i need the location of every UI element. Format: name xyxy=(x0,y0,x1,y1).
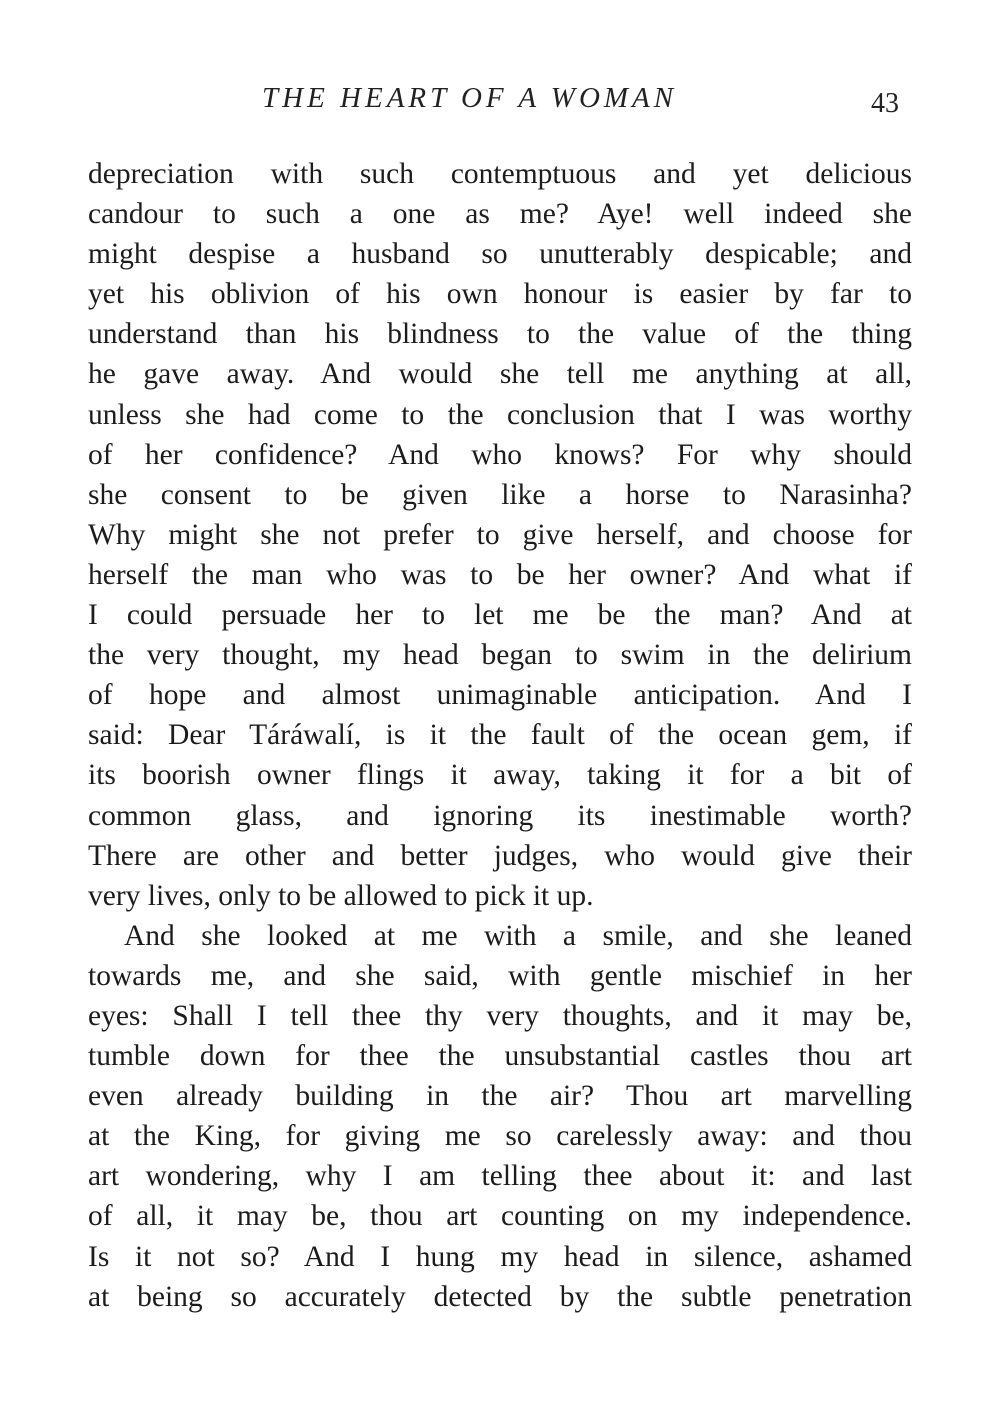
paragraph-end-line: very lives, only to be allowed to pick it up. xyxy=(88,879,594,912)
running-title: THE HEART OF A WOMAN xyxy=(262,82,678,114)
text-line: of all, it may be, thou art counting on my independence. xyxy=(88,1200,912,1233)
text-line: herself the man who was to be her owner? And what if xyxy=(88,558,912,591)
text-line: he gave away. And would she tell me anything at all, xyxy=(88,358,912,391)
text-line: candour to such a one as me? Aye! well indeed she xyxy=(88,198,912,231)
text-line: at being so accurately detected by the subtle penetration xyxy=(88,1280,912,1313)
text-line: of hope and almost unimaginable anticipation. And I xyxy=(88,679,912,712)
text-line: common glass, and ignoring its inestimable worth? xyxy=(88,799,912,832)
text-line: even already building in the air? Thou art marvelling xyxy=(88,1080,912,1113)
running-head xyxy=(0,82,1000,122)
text-line: at the King, for giving me so carelessly away: and thou xyxy=(88,1120,912,1153)
text-line: towards me, and she said, with gentle mischief in her xyxy=(88,959,912,992)
text-line: tumble down for thee the unsubstantial castles thou art xyxy=(88,1040,912,1073)
text-line: yet his oblivion of his own honour is easier by far to xyxy=(88,278,912,311)
text-line: Why might she not prefer to give herself, and choose for xyxy=(88,518,912,551)
text-line: depreciation with such contemptuous and yet delicious xyxy=(88,158,912,190)
text-line: art wondering, why I am telling thee about it: and last xyxy=(88,1160,912,1193)
text-line: unless she had come to the conclusion that I was worthy xyxy=(88,398,912,431)
text-line: she consent to be given like a horse to Narasinha? xyxy=(88,478,912,511)
text-line: There are other and better judges, who would give their xyxy=(88,839,912,872)
text-line: the very thought, my head began to swim in the delirium xyxy=(88,639,912,672)
text-line: might despise a husband so unutterably despicable; and xyxy=(88,238,912,271)
text-line: understand than his blindness to the value of the thing xyxy=(88,318,912,351)
text-line: I could persuade her to let me be the man? And at xyxy=(88,599,912,632)
paragraph-start-line: And she looked at me with a smile, and she leaned xyxy=(124,919,912,952)
text-line: Is it not so? And I hung my head in silence, ashamed xyxy=(88,1240,912,1273)
body-text xyxy=(88,154,912,1317)
text-line: said: Dear Táráwalí, is it the fault of the ocean gem, if xyxy=(88,719,912,752)
text-line: its boorish owner flings it away, taking it for a bit of xyxy=(88,759,912,792)
text-line: eyes: Shall I tell thee thy very thoughts, and it may be, xyxy=(88,999,912,1032)
text-line: of her confidence? And who knows? For why should xyxy=(88,438,912,471)
page-number: 43 xyxy=(871,88,899,119)
